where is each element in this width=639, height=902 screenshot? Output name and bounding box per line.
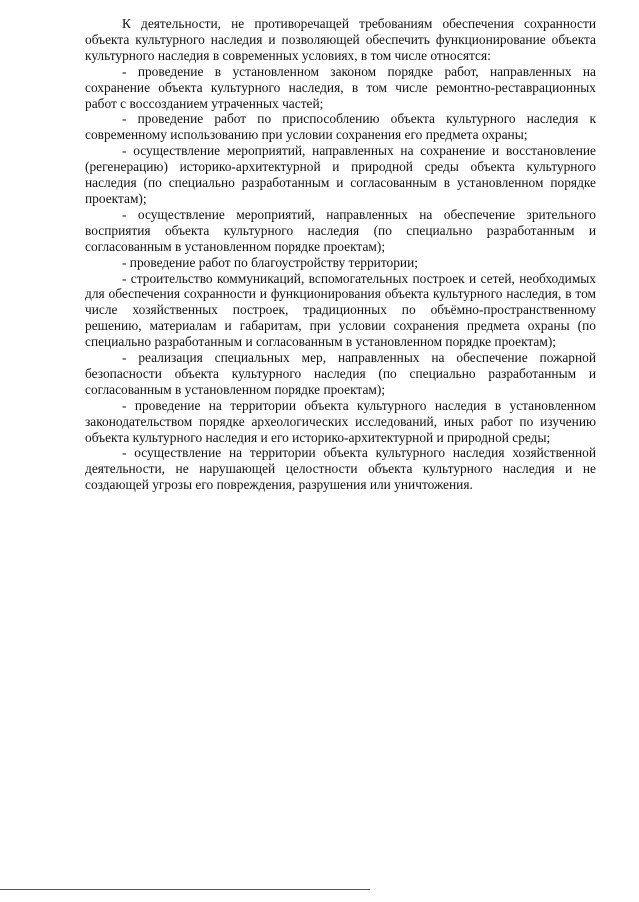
footer-rule (0, 889, 370, 890)
list-item-environment-regeneration: - осуществление мероприятий, направленных на сохранение и восстановление (регенерацию) историко-архитектурной и природной среды объекта культурного наследия (по специально разработанным и согласованным в установленном порядке проектам); (85, 143, 596, 206)
list-item-visual-perception: - осуществление мероприятий, направленных на обеспечение зрительного восприятия объекта культурного наследия (по специально разработанным и согласованным в установленном порядке проектам); (85, 206, 596, 254)
list-item-archaeological-research: - проведение на территории объекта культурного наследия в установленном законодательством порядке археологических исследований, иных работ по изучению объекта культурного наследия и его историко-архитектурной и природной среды; (85, 397, 596, 445)
list-item-restoration-works: - проведение в установленном законом порядке работ, направленных на сохранение объекта культурного наследия, в том числе ремонтно-реставрационных работ с воссозданием утраченных частей; (85, 63, 596, 111)
list-item-adaptation-works: - проведение работ по приспособлению объекта культурного наследия к современному использованию при условии сохранения его предмета охраны; (85, 111, 596, 143)
document-body (85, 16, 596, 493)
list-item-fire-safety: - реализация специальных мер, направленных на обеспечение пожарной безопасности объекта культурного наследия (по специально разработанным и согласованным в установленном порядке проектам); (85, 350, 596, 397)
list-item-utilities-construction: - строительство коммуникаций, вспомогательных построек и сетей, необходимых для обеспечения сохранности и функционирования объекта культурного наследия, в том числе хозяйственных построек, традиционных по объёмно-пространственному решению, материалам и габаритам, при условии сохранения предмета охраны (по специально разработанным и согласованным в установленном порядке проектам); (85, 270, 596, 350)
list-item-landscaping: - проведение работ по благоустройству территории; (122, 254, 418, 270)
intro-paragraph: К деятельности, не противоречащей требованиям обеспечения сохранности объекта культурного наследия и позволяющей обеспечить функционирование объекта культурного наследия в современных условиях, в том числе относятся: (85, 16, 596, 63)
list-item-economic-activity: - осуществление на территории объекта культурного наследия хозяйственной деятельности, не нарушающей целостности объекта культурного наследия и не создающей угрозы его повреждения, разрушения или уничтожения. (85, 445, 596, 493)
